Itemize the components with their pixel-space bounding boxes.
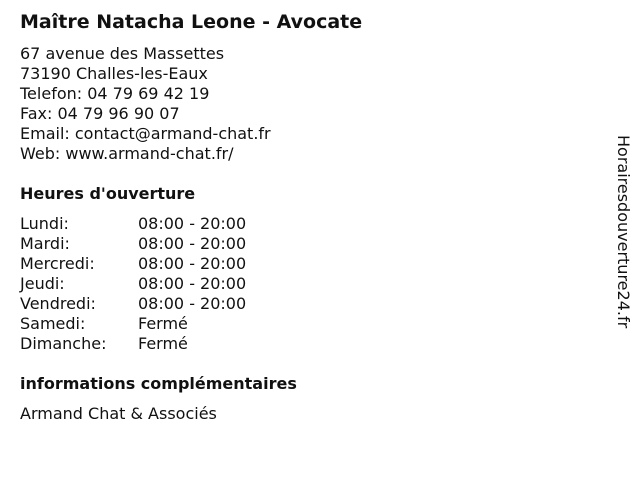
- hours-row-monday: [20, 214, 246, 234]
- hours-row-sunday: [20, 334, 246, 354]
- day-label: Samedi:: [20, 314, 86, 333]
- hours-row-saturday: [20, 314, 246, 334]
- contact-block: [20, 44, 271, 164]
- address-line-city: 73190 Challes-les-Eaux: [20, 64, 208, 83]
- opening-hours-heading: Heures d'ouverture: [20, 184, 196, 203]
- additional-info-heading: informations complémentaires: [20, 374, 297, 393]
- day-label: Lundi:: [20, 214, 69, 233]
- web-row: [20, 144, 271, 164]
- additional-info-text: Armand Chat & Associés: [20, 404, 217, 423]
- hours-row-tuesday: [20, 234, 246, 254]
- page-title: Maître Natacha Leone - Avocate: [20, 11, 363, 33]
- day-label: Mardi:: [20, 234, 70, 253]
- web-label: Web:: [20, 144, 66, 163]
- hours-value: 08:00 - 20:00: [138, 254, 247, 273]
- day-label: Vendredi:: [20, 294, 96, 313]
- hours-value: 08:00 - 20:00: [138, 294, 247, 313]
- hours-value: Fermé: [138, 334, 188, 353]
- email-label: Email:: [20, 124, 75, 143]
- fax-text: Fax: 04 79 96 90 07: [20, 104, 180, 123]
- opening-hours-table: [20, 214, 246, 354]
- hours-row-wednesday: [20, 254, 246, 274]
- hours-row-thursday: [20, 274, 246, 294]
- website-link[interactable]: www.armand-chat.fr/: [65, 144, 234, 163]
- day-label: Mercredi:: [20, 254, 95, 273]
- hours-value: 08:00 - 20:00: [138, 214, 247, 233]
- address-line-street: 67 avenue des Massettes: [20, 44, 225, 63]
- hours-row-friday: [20, 294, 246, 314]
- day-label: Dimanche:: [20, 334, 107, 353]
- phone-text: Telefon: 04 79 69 42 19: [20, 84, 210, 103]
- email-row: [20, 124, 271, 144]
- day-label: Jeudi:: [20, 274, 65, 293]
- hours-value: Fermé: [138, 314, 188, 333]
- hours-value: 08:00 - 20:00: [138, 274, 247, 293]
- hours-value: 08:00 - 20:00: [138, 234, 247, 253]
- email-link[interactable]: contact@armand-chat.fr: [74, 124, 271, 143]
- site-watermark-vertical: Horairesdouverture24.fr: [614, 135, 633, 329]
